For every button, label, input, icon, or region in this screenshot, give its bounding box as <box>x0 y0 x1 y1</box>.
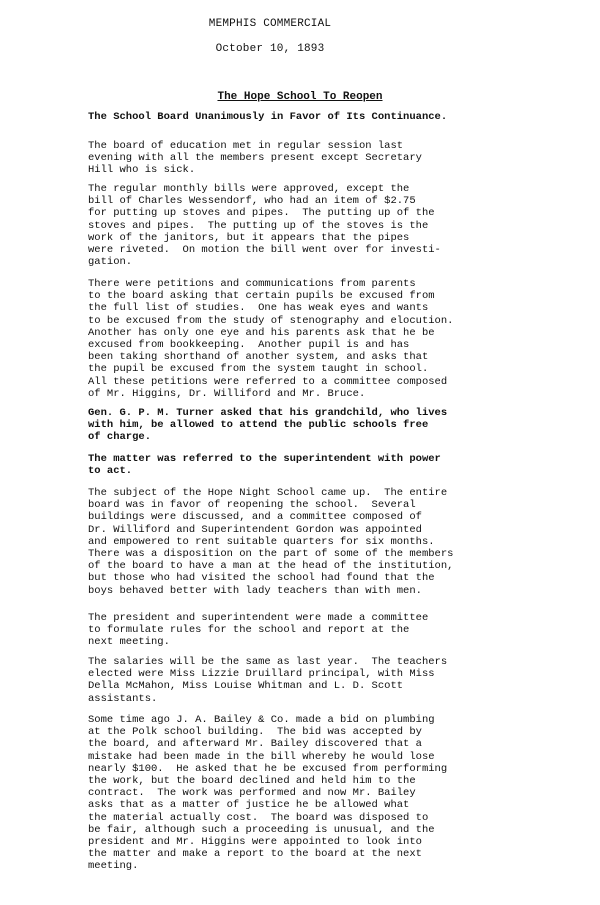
paragraph-board-meeting: The board of education met in regular session last evening with all the members present except Secretary Hill who is sick. <box>88 140 422 177</box>
paragraph-petitions: There were petitions and communications from parents to the board asking that certain pupils be excused from the full list of studies. One has weak eyes and wants to be excused from the study of stenography and elocution. Another has only one eye and his parents ask that he be excused from bookkeeping. Another pupil is and has been taking shorthand of another system, and asks that the pupil be excused from the system taught in school. All these petitions were referred to a committee composed of Mr. Higgins, Dr. Williford and Mr. Bruce. <box>88 278 454 400</box>
paragraph-bailey-plumbing: Some time ago J. A. Bailey & Co. made a bid on plumbing at the Polk school building. The bid was accepted by the board, and afterward Mr. Bailey discovered that a mistake had been made in the bill whereby he would lose nearly $100. He asked that he be excused from performing the work, but the board declined and held him to the contract. The work was performed and now Mr. Bailey asks that as a matter of justice he be allowed what the material actually cost. The board was disposed to be fair, although such a proceeding is unusual, and the president and Mr. Higgins were appointed to look into the matter and make a report to the board at the next meeting. <box>88 714 448 873</box>
paragraph-monthly-bills: The regular monthly bills were approved, except the bill of Charles Wessendorf, who had an item of $2.75 for putting up stoves and pipes. The putting up of the stoves and pipes. The putting up of the stoves is the work of the janitors, but it appears that the pipes were riveted. On motion the bill went over for investi- gation. <box>88 183 441 269</box>
article-subhead: The School Board Unanimously in Favor of Its Continuance. <box>88 111 448 123</box>
headline-text: The Hope School To Reopen <box>217 91 383 103</box>
paragraph-turner-request: Gen. G. P. M. Turner asked that his grandchild, who lives with him, be allowed to attend the public schools free of charge. <box>88 407 448 444</box>
paragraph-salaries: The salaries will be the same as last year. The teachers elected were Miss Lizzie Druillard principal, with Miss Della McMahon, Miss Louise Whitman and L. D. Scott assistants. <box>88 656 448 705</box>
paragraph-hope-night-school: The subject of the Hope Night School came up. The entire board was in favor of reopening the school. Several buildings were discussed, and a committee composed of Dr. Williford and Superintendent Gordon was appointed and empowered to rent suitable quarters for six months. There was a disposition on the part of some of the members of the board to have a man at the head of the institution, but those who had visited the school had found that the boys behaved better with lady teachers than with men. <box>88 487 454 597</box>
paragraph-committee-rules: The president and superintendent were made a committee to formulate rules for the school and report at the next meeting. <box>88 612 429 649</box>
paragraph-referred: The matter was referred to the superintendent with power to act. <box>88 453 441 478</box>
article-headline <box>0 91 600 103</box>
publication-date: October 10, 1893 <box>215 43 325 55</box>
newspaper-name: MEMPHIS COMMERCIAL <box>208 18 332 30</box>
